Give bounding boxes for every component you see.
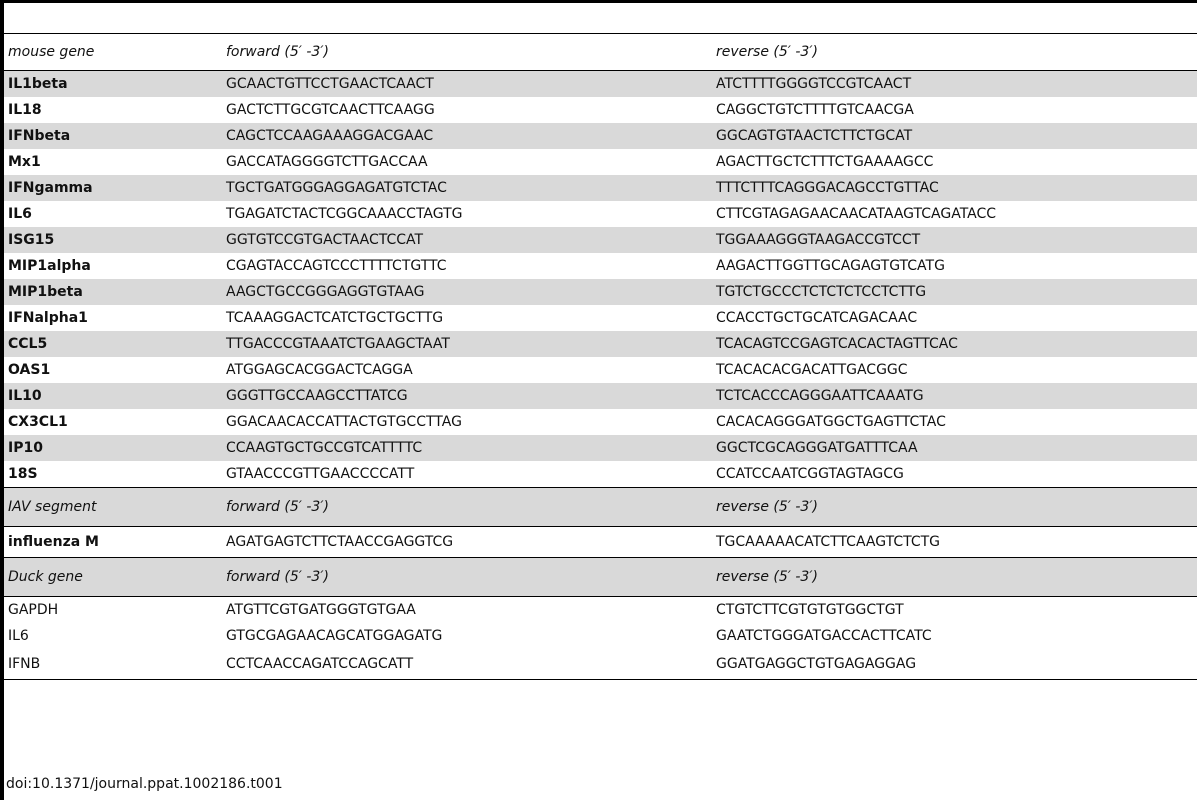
table-row [4,123,1197,149]
section-header-row [4,558,1197,597]
gene-name: IFNgamma [4,175,220,201]
gene-name: IFNbeta [4,123,220,149]
forward-primer: GACCATAGGGGTCTTGACCAA [226,154,428,170]
table-row [4,279,1197,305]
reverse-primer: CTTCGTAGAGAACAACATAAGTCAGATACC [716,206,997,222]
table-row [4,149,1197,175]
gene-name: IFNB [4,649,220,680]
forward-primer: GACTCTTGCGTCAACTTCAAGG [226,102,435,118]
gene-name: IFNalpha1 [8,310,88,326]
forward-primer: TTGACCCGTAAATCTGAAGCTAAT [220,331,706,357]
reverse-primer: CCATCCAATCGGTAGTAGCG [716,466,904,482]
gene-name: MIP1beta [4,279,220,305]
table-row [4,331,1197,357]
header-gene-label: IAV segment [4,488,220,527]
reverse-primer: TGCAAAAACATCTTCAAGTCTCTG [716,534,941,550]
table-row [4,201,1197,227]
gene-name: MIP1alpha [8,258,91,274]
reverse-primer: CACACAGGGATGGCTGAGTTCTAC [716,414,946,430]
forward-primer: GTGCGAGAACAGCATGGAGATG [226,628,443,644]
gene-name: ISG15 [4,227,220,253]
reverse-primer: CAGGCTGTCTTTTGTCAACGA [716,102,914,118]
table-row [4,435,1197,461]
reverse-primer: ATCTTTTGGGGTCCGTCAACT [706,71,1197,98]
forward-primer: AAGCTGCCGGGAGGTGTAAG [220,279,706,305]
section-header-row [4,34,1197,71]
reverse-primer: TGGAAAGGGTAAGACCGTCCT [706,227,1197,253]
gene-name: 18S [8,466,38,482]
gene-name: IL10 [4,383,220,409]
forward-primer: GGTGTCCGTGACTAACTCCAT [220,227,706,253]
gene-name: CX3CL1 [8,414,68,430]
header-reverse-label: reverse (5′ -3′) [706,488,1197,527]
reverse-primer: GAATCTGGGATGACCACTTCATC [716,628,932,644]
gene-name: IL6 [8,628,29,644]
forward-primer: TGAGATCTACTCGGCAAACCTAGTG [226,206,463,222]
header-reverse-label: reverse (5′ -3′) [706,558,1197,597]
forward-primer: GGACAACACCATTACTGTGCCTTAG [226,414,462,430]
forward-primer: GCAACTGTTCCTGAACTCAACT [220,71,706,98]
reverse-primer: TGTCTGCCCTCTCTCTCCTCTTG [706,279,1197,305]
table-row [4,71,1197,98]
reverse-primer: GGATGAGGCTGTGAGAGGAG [706,649,1197,680]
doi-footer: doi:10.1371/journal.ppat.1002186.t001 [6,776,283,792]
reverse-primer: AGACTTGCTCTTTCTGAAAAGCC [716,154,934,170]
forward-primer: CCTCAACCAGATCCAGCATT [220,649,706,680]
reverse-primer: GGCTCGCAGGGATGATTTCAA [706,435,1197,461]
table-row [4,175,1197,201]
reverse-primer: TCACAGTCCGAGTCACACTAGTTCAC [706,331,1197,357]
header-reverse-label: reverse (5′ -3′) [706,34,1197,71]
header-forward-label: forward (5′ -3′) [220,558,706,597]
gene-name: Mx1 [8,154,41,170]
reverse-primer: TCTCACCCAGGGAATTCAAATG [706,383,1197,409]
table-row [4,383,1197,409]
gene-name: OAS1 [8,362,51,378]
header-gene-label: Duck gene [4,558,220,597]
reverse-primer: CCACCTGCTGCATCAGACAAC [716,310,918,326]
table-row [4,227,1197,253]
table-row [4,527,1197,558]
table-row [4,97,1197,123]
table-row [4,649,1197,680]
forward-primer: TCAAAGGACTCATCTGCTGCTTG [226,310,444,326]
table-row [4,357,1197,383]
header-gene-label: mouse gene [4,34,220,71]
table-row [4,461,1197,488]
section-header-row [4,488,1197,527]
forward-primer: CAGCTCCAAGAAAGGACGAAC [220,123,706,149]
gene-name: CCL5 [4,331,220,357]
reverse-primer: TCACACACGACATTGACGGC [716,362,908,378]
gene-name: influenza M [8,534,99,550]
reverse-primer: TTTCTTTCAGGGACAGCCTGTTAC [706,175,1197,201]
gene-name: IL1beta [4,71,220,98]
forward-primer: GTAACCCGTTGAACCCCATT [226,466,415,482]
reverse-primer: GGCAGTGTAACTCTTCTGCAT [706,123,1197,149]
gene-name: GAPDH [8,602,59,618]
forward-primer: TGCTGATGGGAGGAGATGTCTAC [220,175,706,201]
gene-name: IL18 [8,102,42,118]
forward-primer: AGATGAGTCTTCTAACCGAGGTCG [226,534,454,550]
forward-primer: GGGTTGCCAAGCCTTATCG [220,383,706,409]
table-row [4,623,1197,649]
gene-name: IL6 [8,206,32,222]
header-forward-label: forward (5′ -3′) [220,34,706,71]
forward-primer: ATGTTCGTGATGGGTGTGAA [226,602,416,618]
table-row [4,409,1197,435]
reverse-primer: AAGACTTGGTTGCAGAGTGTCATG [716,258,945,274]
gene-name: IP10 [4,435,220,461]
primer-table-body [4,3,1197,680]
forward-primer: CCAAGTGCTGCCGTCATTTTC [220,435,706,461]
forward-primer: ATGGAGCACGGACTCAGGA [226,362,413,378]
table-row [4,305,1197,331]
primer-table [4,3,1197,680]
table-row [4,597,1197,624]
blank-row [4,3,1197,34]
forward-primer: CGAGTACCAGTCCCTTTTCTGTTC [226,258,447,274]
table-row [4,253,1197,279]
header-forward-label: forward (5′ -3′) [220,488,706,527]
reverse-primer: CTGTCTTCGTGTGTGGCTGT [716,602,904,618]
